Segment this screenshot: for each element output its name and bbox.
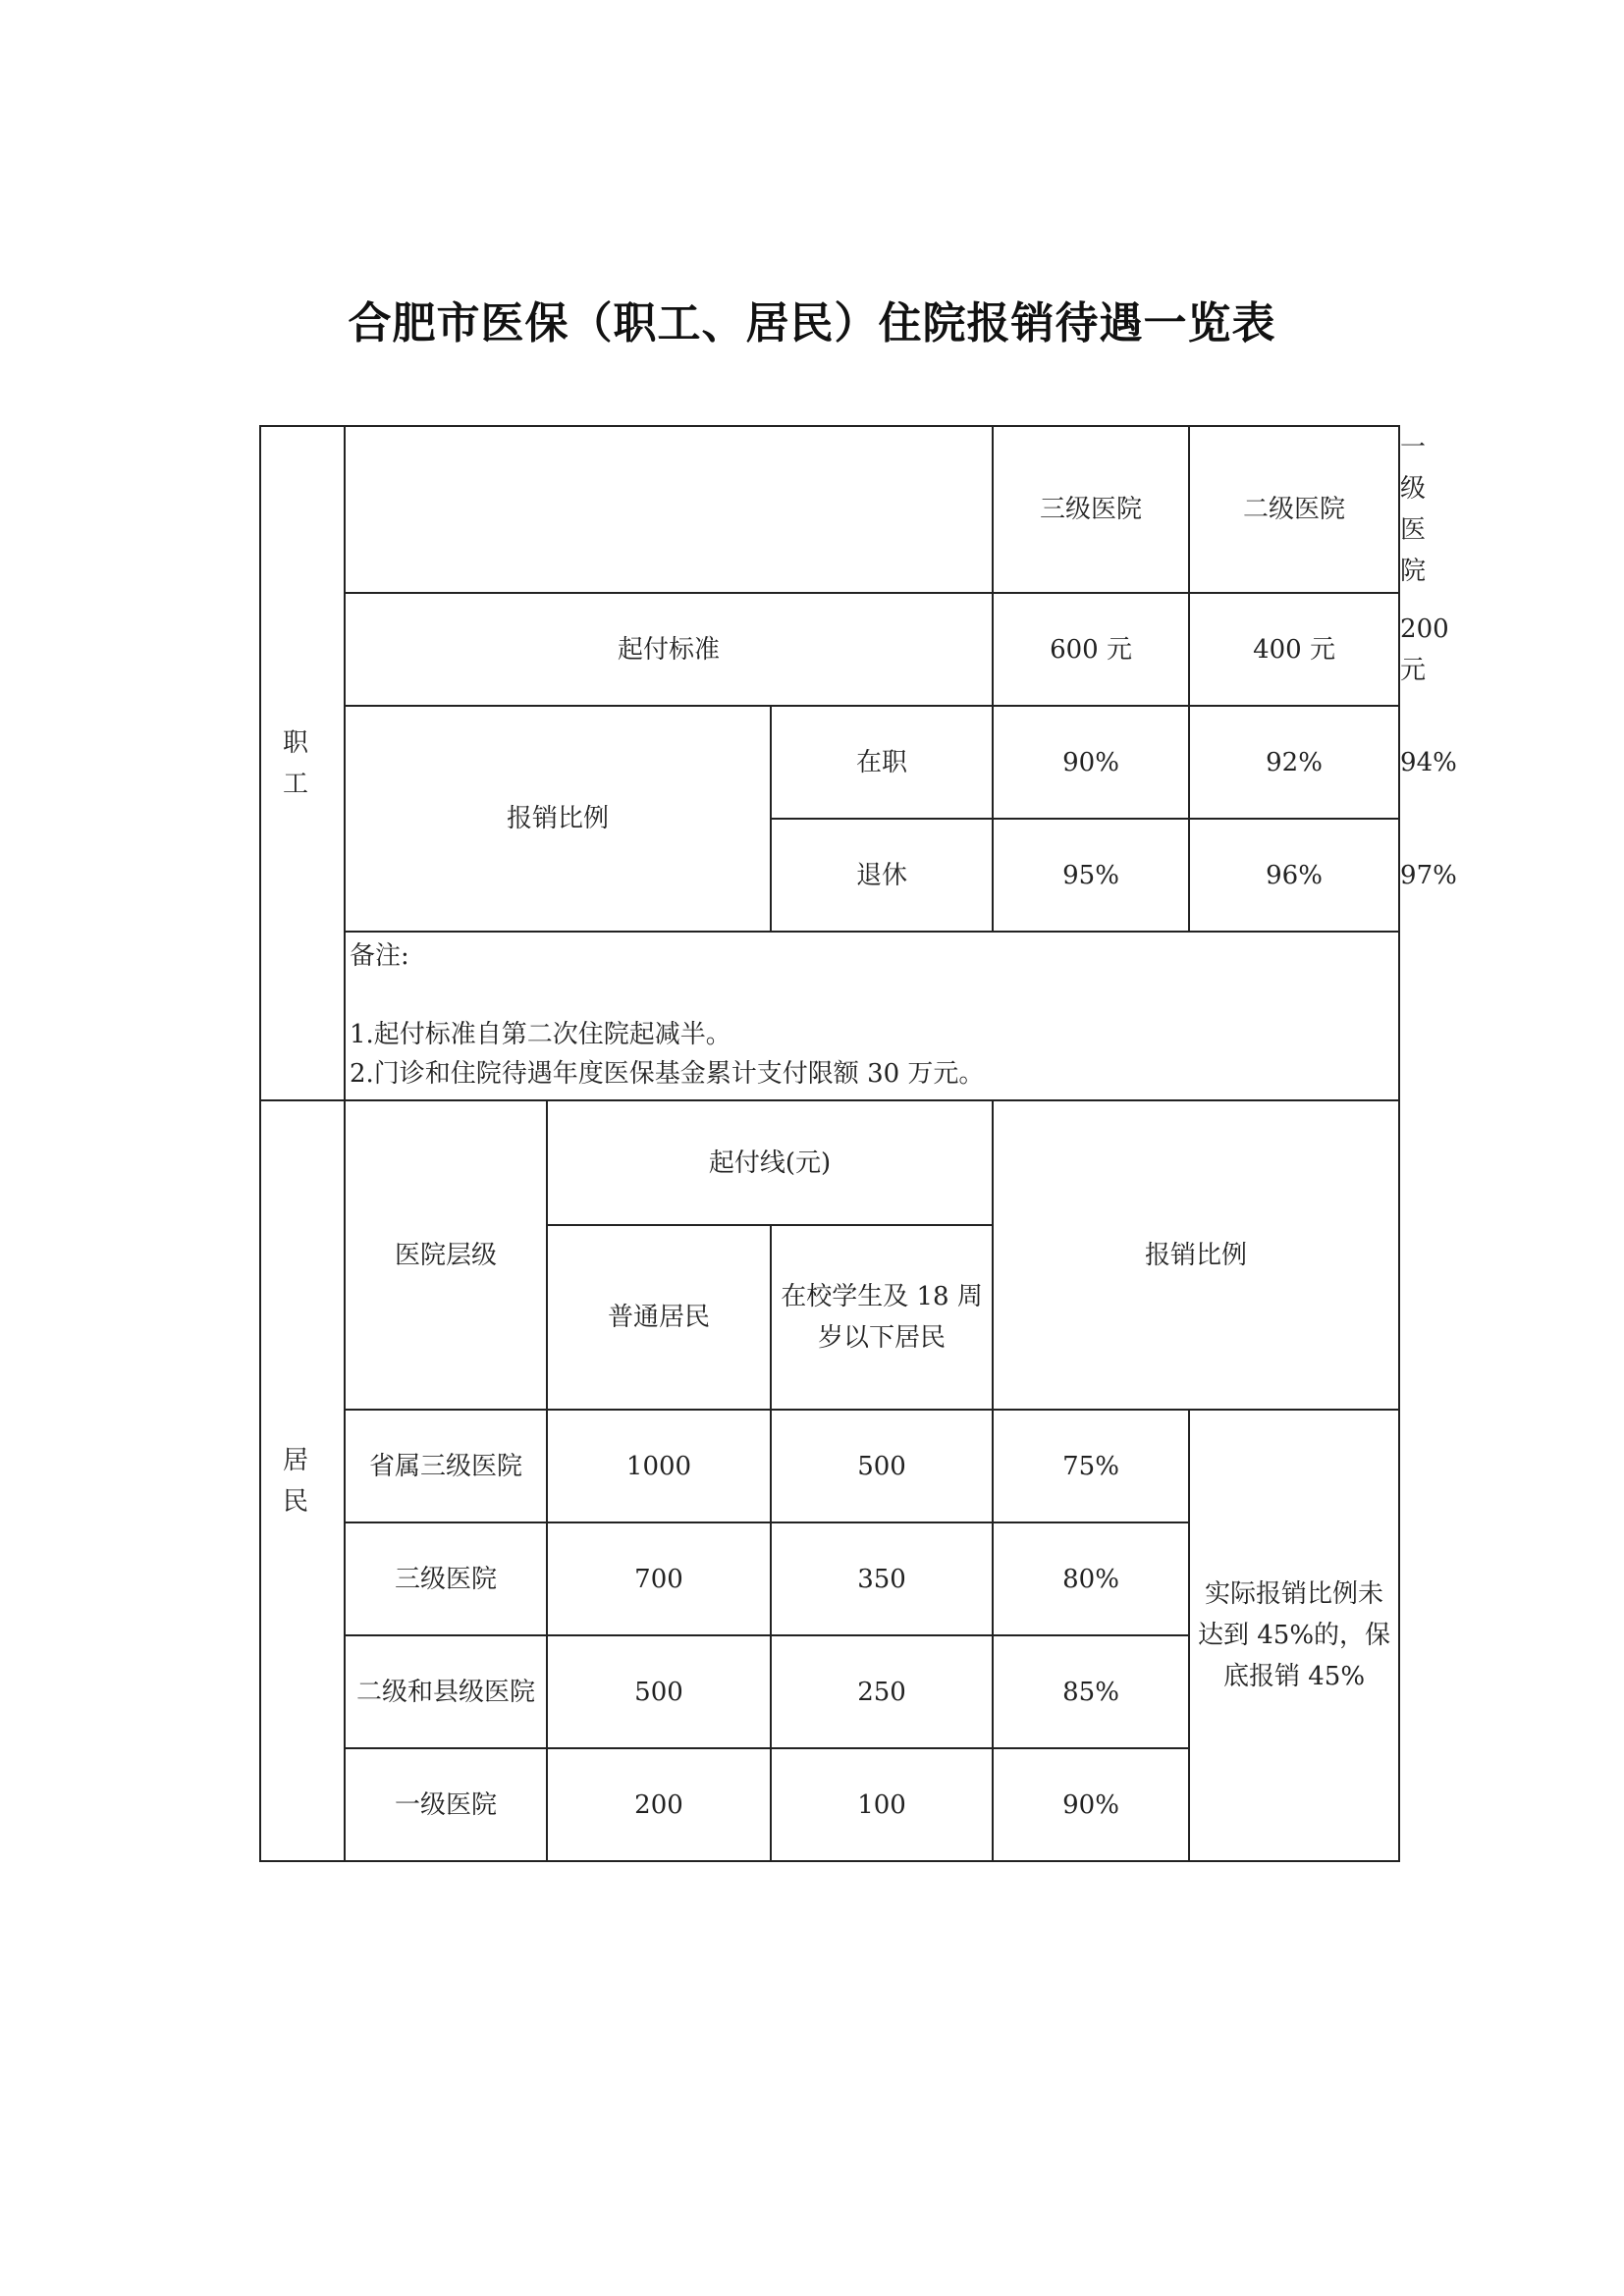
- employee-threshold-row: 起付标准 600 元 400 元 200 元: [260, 593, 1399, 706]
- level-tier2: 二级和县级医院: [345, 1635, 547, 1748]
- notes-cell: [345, 932, 1399, 1100]
- employee-header-row: 职 工 三级医院 二级医院 一级医院: [260, 426, 1399, 593]
- ordinary-provincial: 1000: [547, 1410, 771, 1522]
- threshold-label: 起付标准: [345, 593, 993, 706]
- resident-header-row-1: [260, 1100, 1399, 1225]
- notes-heading: 备注:: [350, 941, 409, 971]
- notes-line-1: 1.起付标准自第二次住院起减半。: [350, 1020, 731, 1049]
- student-tier2: 250: [771, 1635, 993, 1748]
- active-label: 在职: [771, 706, 993, 819]
- threshold-tier3: 600 元: [993, 593, 1189, 706]
- ordinary-tier2: 500: [547, 1635, 771, 1748]
- student-provincial: 500: [771, 1410, 993, 1522]
- employee-active-row: 报销比例 在职 90% 92% 94%: [260, 706, 1399, 819]
- resident-section-label: 居 民: [260, 1100, 345, 1861]
- retired-label: 退休: [771, 819, 993, 932]
- student-tier3: 350: [771, 1522, 993, 1635]
- notes-line-2: 2.门诊和住院待遇年度医保基金累计支付限额 30 万元。: [350, 1059, 985, 1089]
- page-title: 合肥市医保（职工、居民）住院报销待遇一览表: [348, 298, 1276, 348]
- ratio-label: 报销比例: [345, 706, 771, 932]
- ratio-tier3: 80%: [993, 1522, 1189, 1635]
- ordinary-header: 普通居民: [547, 1225, 771, 1410]
- resident-row-provincial: [260, 1410, 1399, 1522]
- ratio-tier1: 90%: [993, 1748, 1189, 1861]
- ordinary-tier3: 700: [547, 1522, 771, 1635]
- level-tier1: 一级医院: [345, 1748, 547, 1861]
- retired-tier3: 95%: [993, 819, 1189, 932]
- employee-header-tier3: 三级医院: [993, 426, 1189, 593]
- threshold-header: 起付线(元): [547, 1100, 993, 1225]
- ratio-tier2: 85%: [993, 1635, 1189, 1748]
- ordinary-tier1: 200: [547, 1748, 771, 1861]
- empty-header-cell: [345, 426, 993, 593]
- level-header: 医院层级: [345, 1100, 547, 1410]
- level-provincial: 省属三级医院: [345, 1410, 547, 1522]
- student-tier1: 100: [771, 1748, 993, 1861]
- active-tier2: 92%: [1189, 706, 1399, 819]
- level-tier3: 三级医院: [345, 1522, 547, 1635]
- retired-tier2: 96%: [1189, 819, 1399, 932]
- employee-section-label: 职 工: [260, 426, 345, 1100]
- student-header: 在校学生及 18 周岁以下居民: [771, 1225, 993, 1410]
- active-tier3: 90%: [993, 706, 1189, 819]
- employee-retired-row: 退休 95% 96% 97%: [260, 819, 1399, 932]
- ratio-provincial: 75%: [993, 1410, 1189, 1522]
- resident-ratio-header: 报销比例: [993, 1100, 1399, 1410]
- threshold-tier2: 400 元: [1189, 593, 1399, 706]
- employee-header-tier2: 二级医院: [1189, 426, 1399, 593]
- employee-notes-row: [260, 932, 1399, 1100]
- guarantee-note: 实际报销比例未达到 45%的，保底报销 45%: [1189, 1410, 1399, 1861]
- reimbursement-table: [259, 425, 1457, 1862]
